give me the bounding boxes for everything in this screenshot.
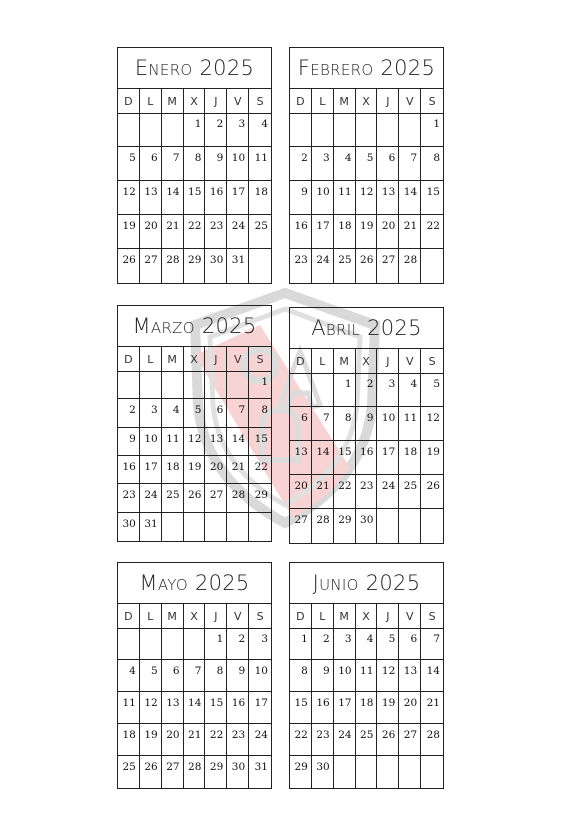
day-cell: 25 bbox=[118, 756, 140, 788]
empty-day-cell bbox=[377, 509, 399, 543]
day-cell: 13 bbox=[205, 428, 227, 456]
day-cell: 20 bbox=[162, 724, 184, 756]
weekday-header: L bbox=[140, 604, 162, 629]
empty-day-cell bbox=[356, 113, 378, 147]
day-cell: 9 bbox=[227, 660, 249, 692]
month-calendar bbox=[289, 562, 444, 789]
day-cell: 15 bbox=[205, 692, 227, 724]
day-cell: 22 bbox=[290, 724, 312, 756]
day-cell: 21 bbox=[399, 215, 421, 249]
day-cell: 9 bbox=[356, 407, 378, 441]
day-cell: 17 bbox=[249, 692, 271, 724]
day-cell: 10 bbox=[227, 147, 249, 181]
weekday-header: J bbox=[205, 89, 227, 114]
day-cell: 15 bbox=[249, 428, 271, 456]
empty-day-cell bbox=[227, 513, 249, 541]
day-cell: 1 bbox=[421, 113, 443, 147]
day-cell: 19 bbox=[184, 456, 206, 484]
day-cell: 28 bbox=[312, 509, 334, 543]
day-cell: 11 bbox=[249, 147, 271, 181]
day-cell: 11 bbox=[399, 407, 421, 441]
empty-day-cell bbox=[312, 373, 334, 407]
day-cell: 17 bbox=[227, 181, 249, 215]
day-cell: 9 bbox=[290, 181, 312, 215]
day-cell: 25 bbox=[399, 475, 421, 509]
day-cell: 23 bbox=[227, 724, 249, 756]
day-cell: 9 bbox=[205, 147, 227, 181]
day-cell: 7 bbox=[227, 399, 249, 427]
empty-day-cell bbox=[184, 628, 206, 660]
day-cell: 17 bbox=[334, 692, 356, 724]
weekday-header: X bbox=[356, 349, 378, 374]
month-title: Junio 2025 bbox=[290, 563, 443, 604]
day-cell: 22 bbox=[249, 456, 271, 484]
day-cell: 3 bbox=[377, 373, 399, 407]
empty-day-cell bbox=[334, 113, 356, 147]
day-cell: 28 bbox=[184, 756, 206, 788]
weekday-header: M bbox=[162, 347, 184, 372]
empty-day-cell bbox=[162, 513, 184, 541]
empty-day-cell bbox=[118, 371, 140, 399]
day-cell: 23 bbox=[205, 215, 227, 249]
day-cell: 17 bbox=[312, 215, 334, 249]
day-cell: 6 bbox=[290, 407, 312, 441]
day-cell: 13 bbox=[290, 441, 312, 475]
day-cell: 30 bbox=[312, 756, 334, 788]
day-cell: 1 bbox=[249, 371, 271, 399]
weekday-header: V bbox=[227, 347, 249, 372]
weekday-header: V bbox=[227, 89, 249, 114]
day-cell: 14 bbox=[184, 692, 206, 724]
weekday-header: X bbox=[184, 89, 206, 114]
day-cell: 29 bbox=[334, 509, 356, 543]
weekday-header: X bbox=[184, 604, 206, 629]
day-cell: 30 bbox=[205, 249, 227, 283]
day-grid bbox=[290, 604, 443, 788]
day-cell: 12 bbox=[118, 181, 140, 215]
day-cell: 12 bbox=[140, 692, 162, 724]
empty-day-cell bbox=[162, 371, 184, 399]
day-cell: 30 bbox=[227, 756, 249, 788]
empty-day-cell bbox=[334, 756, 356, 788]
day-cell: 21 bbox=[162, 215, 184, 249]
day-cell: 27 bbox=[205, 484, 227, 512]
day-cell: 11 bbox=[118, 692, 140, 724]
day-cell: 3 bbox=[249, 628, 271, 660]
day-cell: 5 bbox=[421, 373, 443, 407]
weekday-header: J bbox=[377, 349, 399, 374]
day-cell: 20 bbox=[377, 215, 399, 249]
empty-day-cell bbox=[162, 628, 184, 660]
weekday-header: L bbox=[312, 89, 334, 114]
day-cell: 23 bbox=[356, 475, 378, 509]
empty-day-cell bbox=[162, 113, 184, 147]
day-cell: 18 bbox=[334, 215, 356, 249]
day-cell: 16 bbox=[227, 692, 249, 724]
empty-day-cell bbox=[377, 113, 399, 147]
empty-day-cell bbox=[312, 113, 334, 147]
weekday-header: V bbox=[399, 604, 421, 629]
day-cell: 12 bbox=[377, 660, 399, 692]
day-cell: 10 bbox=[377, 407, 399, 441]
day-cell: 8 bbox=[290, 660, 312, 692]
empty-day-cell bbox=[377, 756, 399, 788]
day-cell: 15 bbox=[184, 181, 206, 215]
weekday-header: J bbox=[205, 347, 227, 372]
day-cell: 3 bbox=[312, 147, 334, 181]
day-cell: 16 bbox=[118, 456, 140, 484]
empty-day-cell bbox=[399, 756, 421, 788]
weekday-header: X bbox=[184, 347, 206, 372]
day-cell: 6 bbox=[377, 147, 399, 181]
day-cell: 2 bbox=[290, 147, 312, 181]
day-cell: 10 bbox=[312, 181, 334, 215]
day-cell: 1 bbox=[205, 628, 227, 660]
day-cell: 14 bbox=[227, 428, 249, 456]
day-cell: 9 bbox=[312, 660, 334, 692]
day-cell: 12 bbox=[356, 181, 378, 215]
day-cell: 26 bbox=[118, 249, 140, 283]
day-cell: 19 bbox=[118, 215, 140, 249]
day-cell: 8 bbox=[421, 147, 443, 181]
weekday-header: J bbox=[205, 604, 227, 629]
day-cell: 26 bbox=[421, 475, 443, 509]
day-cell: 16 bbox=[356, 441, 378, 475]
day-cell: 28 bbox=[421, 724, 443, 756]
day-cell: 29 bbox=[249, 484, 271, 512]
day-cell: 8 bbox=[184, 147, 206, 181]
month-calendar bbox=[289, 47, 444, 284]
day-cell: 20 bbox=[205, 456, 227, 484]
weekday-header: V bbox=[227, 604, 249, 629]
day-cell: 26 bbox=[184, 484, 206, 512]
weekday-header: D bbox=[118, 604, 140, 629]
day-cell: 24 bbox=[249, 724, 271, 756]
month-title: Enero 2025 bbox=[118, 48, 271, 89]
weekday-header: D bbox=[290, 349, 312, 374]
day-cell: 31 bbox=[140, 513, 162, 541]
day-cell: 12 bbox=[184, 428, 206, 456]
day-cell: 21 bbox=[421, 692, 443, 724]
day-cell: 30 bbox=[118, 513, 140, 541]
day-cell: 25 bbox=[356, 724, 378, 756]
empty-day-cell bbox=[205, 513, 227, 541]
day-cell: 13 bbox=[162, 692, 184, 724]
day-cell: 2 bbox=[227, 628, 249, 660]
weekday-header: D bbox=[118, 347, 140, 372]
day-cell: 25 bbox=[162, 484, 184, 512]
day-cell: 18 bbox=[118, 724, 140, 756]
day-cell: 26 bbox=[356, 249, 378, 283]
weekday-header: M bbox=[334, 349, 356, 374]
month-title: Abril 2025 bbox=[290, 308, 443, 349]
empty-day-cell bbox=[249, 513, 271, 541]
day-cell: 19 bbox=[140, 724, 162, 756]
day-cell: 27 bbox=[377, 249, 399, 283]
day-cell: 15 bbox=[290, 692, 312, 724]
day-cell: 28 bbox=[162, 249, 184, 283]
day-cell: 31 bbox=[254, 761, 268, 773]
day-cell: 26 bbox=[140, 756, 162, 788]
day-cell: 31 bbox=[227, 249, 249, 283]
day-cell: 8 bbox=[205, 660, 227, 692]
day-cell: 5 bbox=[118, 147, 140, 181]
day-cell: 14 bbox=[162, 181, 184, 215]
day-cell: 5 bbox=[377, 628, 399, 660]
empty-day-cell bbox=[140, 371, 162, 399]
day-cell: 6 bbox=[140, 147, 162, 181]
day-cell: 13 bbox=[377, 181, 399, 215]
weekday-header: S bbox=[249, 347, 271, 372]
weekday-header: J bbox=[377, 89, 399, 114]
weekday-header: D bbox=[118, 89, 140, 114]
day-cell: 20 bbox=[399, 692, 421, 724]
day-cell: 7 bbox=[421, 628, 443, 660]
day-cell: 2 bbox=[356, 373, 378, 407]
day-cell: 10 bbox=[334, 660, 356, 692]
day-cell: 21 bbox=[184, 724, 206, 756]
day-cell: 6 bbox=[399, 628, 421, 660]
weekday-header: S bbox=[421, 89, 443, 114]
weekday-header: V bbox=[399, 89, 421, 114]
day-cell: 12 bbox=[421, 407, 443, 441]
day-cell: 5 bbox=[356, 147, 378, 181]
day-grid bbox=[118, 89, 271, 283]
day-cell: 3 bbox=[227, 113, 249, 147]
weekday-header: L bbox=[312, 349, 334, 374]
weekday-header: M bbox=[162, 604, 184, 629]
day-cell: 19 bbox=[421, 441, 443, 475]
day-cell: 6 bbox=[205, 399, 227, 427]
day-cell: 9 bbox=[118, 428, 140, 456]
day-cell: 4 bbox=[334, 147, 356, 181]
day-cell: 24 bbox=[377, 475, 399, 509]
empty-day-cell bbox=[399, 113, 421, 147]
month-calendar bbox=[117, 562, 272, 789]
day-cell: 24 bbox=[227, 215, 249, 249]
empty-day-cell bbox=[356, 756, 378, 788]
day-cell: 25 bbox=[249, 215, 271, 249]
empty-day-cell bbox=[290, 373, 312, 407]
day-cell: 4 bbox=[356, 628, 378, 660]
day-cell: 11 bbox=[162, 428, 184, 456]
weekday-header: J bbox=[377, 604, 399, 629]
weekday-header: M bbox=[334, 89, 356, 114]
day-cell: 17 bbox=[377, 441, 399, 475]
weekday-header: L bbox=[140, 89, 162, 114]
day-cell: 27 bbox=[290, 509, 312, 543]
weekday-header: M bbox=[162, 89, 184, 114]
day-cell: 27 bbox=[140, 249, 162, 283]
day-cell: 14 bbox=[399, 181, 421, 215]
weekday-header: S bbox=[249, 604, 271, 629]
day-cell: 6 bbox=[162, 660, 184, 692]
day-cell: 29 bbox=[184, 249, 206, 283]
empty-day-cell bbox=[184, 371, 206, 399]
day-cell: 19 bbox=[377, 692, 399, 724]
day-cell: 22 bbox=[205, 724, 227, 756]
day-cell: 24 bbox=[140, 484, 162, 512]
day-cell: 1 bbox=[290, 628, 312, 660]
day-cell: 14 bbox=[421, 660, 443, 692]
day-cell: 4 bbox=[162, 399, 184, 427]
day-cell: 17 bbox=[140, 456, 162, 484]
day-cell: 28 bbox=[399, 249, 421, 283]
empty-day-cell bbox=[205, 371, 227, 399]
weekday-header: L bbox=[140, 347, 162, 372]
weekday-header: X bbox=[356, 89, 378, 114]
empty-day-cell bbox=[421, 509, 443, 543]
day-cell: 26 bbox=[377, 724, 399, 756]
empty-day-cell bbox=[118, 628, 140, 660]
day-cell: 27 bbox=[399, 724, 421, 756]
day-cell: 1 bbox=[184, 113, 206, 147]
day-cell: 16 bbox=[205, 181, 227, 215]
month-calendar bbox=[289, 307, 444, 544]
day-cell: 29 bbox=[205, 756, 227, 788]
day-cell: 13 bbox=[399, 660, 421, 692]
day-cell: 8 bbox=[249, 399, 271, 427]
day-cell: 10 bbox=[140, 428, 162, 456]
day-cell: 29 bbox=[290, 756, 312, 788]
day-cell: 23 bbox=[290, 249, 312, 283]
day-cell: 8 bbox=[334, 407, 356, 441]
day-cell: 16 bbox=[290, 215, 312, 249]
day-cell: 1 bbox=[334, 373, 356, 407]
day-cell: 13 bbox=[140, 181, 162, 215]
empty-day-cell bbox=[227, 371, 249, 399]
empty-day-cell bbox=[421, 756, 443, 788]
day-grid bbox=[118, 347, 271, 541]
day-cell: 7 bbox=[184, 660, 206, 692]
day-cell: 22 bbox=[334, 475, 356, 509]
weekday-header: S bbox=[421, 349, 443, 374]
empty-day-cell bbox=[421, 249, 443, 283]
day-cell: 23 bbox=[312, 724, 334, 756]
day-cell: 25 bbox=[334, 249, 356, 283]
day-cell: 15 bbox=[421, 181, 443, 215]
day-cell: 2 bbox=[312, 628, 334, 660]
weekday-header: D bbox=[290, 89, 312, 114]
month-calendar bbox=[117, 305, 272, 542]
day-cell: 4 bbox=[118, 660, 140, 692]
weekday-header: D bbox=[290, 604, 312, 629]
empty-day-cell bbox=[290, 113, 312, 147]
day-cell: 3 bbox=[334, 628, 356, 660]
day-cell: 21 bbox=[312, 475, 334, 509]
day-cell: 18 bbox=[399, 441, 421, 475]
day-cell: 4 bbox=[249, 113, 271, 147]
day-cell: 24 bbox=[312, 249, 334, 283]
day-cell: 22 bbox=[421, 215, 443, 249]
day-cell: 18 bbox=[356, 692, 378, 724]
day-cell: 14 bbox=[312, 441, 334, 475]
month-title: Febrero 2025 bbox=[290, 48, 443, 89]
day-cell: 30 bbox=[356, 509, 378, 543]
weekday-header: S bbox=[421, 604, 443, 629]
day-cell: 15 bbox=[334, 441, 356, 475]
day-grid bbox=[290, 349, 443, 543]
day-cell: 2 bbox=[205, 113, 227, 147]
day-cell: 23 bbox=[118, 484, 140, 512]
day-cell: 7 bbox=[312, 407, 334, 441]
day-cell: 22 bbox=[184, 215, 206, 249]
weekday-header: S bbox=[249, 89, 271, 114]
day-cell: 10 bbox=[249, 660, 271, 692]
day-cell: 16 bbox=[312, 692, 334, 724]
day-cell: 20 bbox=[140, 215, 162, 249]
weekday-header: L bbox=[312, 604, 334, 629]
empty-day-cell bbox=[118, 113, 140, 147]
day-grid bbox=[118, 604, 271, 788]
empty-day-cell bbox=[249, 249, 271, 283]
day-cell: 21 bbox=[227, 456, 249, 484]
day-cell: 5 bbox=[184, 399, 206, 427]
day-cell: 20 bbox=[290, 475, 312, 509]
month-title: Marzo 2025 bbox=[118, 306, 271, 347]
day-cell: 7 bbox=[399, 147, 421, 181]
day-cell: 7 bbox=[162, 147, 184, 181]
weekday-header: V bbox=[399, 349, 421, 374]
empty-day-cell bbox=[184, 513, 206, 541]
day-cell: 11 bbox=[356, 660, 378, 692]
month-calendar bbox=[117, 47, 272, 284]
empty-day-cell bbox=[140, 113, 162, 147]
day-cell: 24 bbox=[334, 724, 356, 756]
day-cell: 3 bbox=[140, 399, 162, 427]
day-grid bbox=[290, 89, 443, 283]
day-cell: 18 bbox=[249, 181, 271, 215]
day-cell: 5 bbox=[140, 660, 162, 692]
weekday-header: M bbox=[334, 604, 356, 629]
day-cell: 2 bbox=[118, 399, 140, 427]
day-cell: 11 bbox=[334, 181, 356, 215]
day-cell: 4 bbox=[399, 373, 421, 407]
day-cell: 18 bbox=[162, 456, 184, 484]
month-title: Mayo 2025 bbox=[118, 563, 271, 604]
empty-day-cell bbox=[399, 509, 421, 543]
weekday-header: X bbox=[356, 604, 378, 629]
empty-day-cell bbox=[140, 628, 162, 660]
day-cell: 27 bbox=[162, 756, 184, 788]
day-cell: 28 bbox=[227, 484, 249, 512]
day-cell: 19 bbox=[356, 215, 378, 249]
